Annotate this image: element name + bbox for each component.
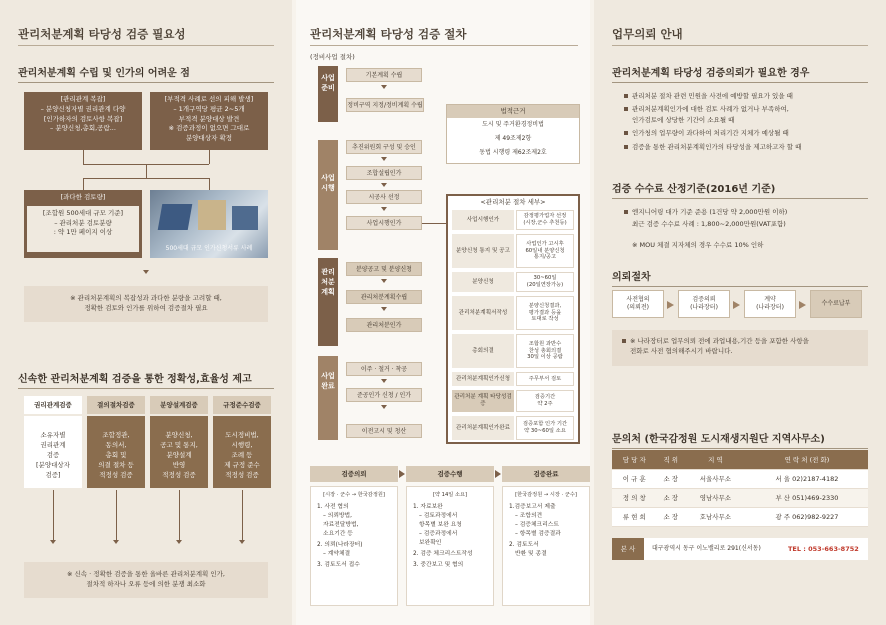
stage-label-prep: 사업준비	[318, 66, 338, 122]
col-header: 지 역	[685, 450, 746, 469]
connector-line	[242, 490, 243, 540]
detail-step: 관리처분 계획 타당성검증	[452, 390, 514, 412]
verification-col-header: 권리관계검증	[24, 396, 82, 414]
verification-col-header: 분양설계검증	[150, 396, 208, 414]
phase-body	[310, 486, 398, 606]
step-arrow	[381, 379, 387, 383]
phase-item: – 검토과정에서	[419, 513, 458, 520]
note-line: ※ 신속 · 정확한 검증을 통한 올바른 관리처분계획 인가,	[67, 570, 225, 578]
phase-item: 1.검증보고서 제출	[509, 504, 556, 511]
note-line: ※ 관리처분계획의 복잡성과 과다한 분량을 고려할 때,	[70, 294, 222, 302]
panel-title: 관리처분계획 타당성 검증 필요성	[18, 27, 186, 41]
box-line: : 약 1만 페이지 이상	[53, 228, 113, 237]
phase-sub: [시장 · 군수 → 한국감정원]	[323, 492, 385, 498]
hq-address: 대구광역시 동구 이노밸리로 291(신서동)	[652, 545, 761, 552]
phase-body	[502, 486, 590, 606]
col-line: 의결 절차 등	[98, 461, 134, 470]
col-line: 반영	[172, 461, 186, 470]
verification-col-body	[213, 416, 271, 488]
verification-col-header: 규정준수검증	[213, 396, 271, 414]
procedure-step: 추진위원회 구성 및 승인	[346, 140, 422, 154]
col-line: 검증	[46, 451, 60, 460]
col-line: 권리관계	[40, 441, 66, 450]
phase-item: 3. 검토도서 접수	[317, 561, 360, 568]
detail-row	[452, 272, 574, 292]
phase-item: – 조합의견	[515, 513, 543, 520]
panel-procedure	[296, 0, 590, 625]
detail-row	[452, 210, 574, 230]
detail-desc: 감정평가업자 선정 (시장,군수 추천등)	[516, 210, 574, 230]
contact-row	[612, 488, 868, 507]
fee-line: 엔지니어링 대가 기준 준용 (1건당 약 2,000만원 이하)	[624, 208, 787, 217]
section-fee-title: 검증 수수료 산정기준(2016년 기준)	[612, 180, 868, 195]
contact-cell: 영남사무소	[685, 488, 746, 507]
procedure-step: 정비구역 지정/정비계획 수립	[346, 98, 424, 112]
verification-col-body	[150, 416, 208, 488]
col-line: 시행령,	[231, 441, 253, 450]
detail-table-header: <관리처분 절차 세부>	[480, 198, 546, 206]
procedure-step: 이주 · 철거 · 착공	[346, 362, 422, 376]
bullet-item: 관리처분계획인가에 대한 검토 사례가 없거나 부족하여,	[624, 105, 789, 114]
phase-item: – 검증체크리스트	[515, 522, 559, 529]
legal-basis-item: 도시 및 주거환경정비법	[482, 121, 544, 128]
panel-necessity	[0, 0, 292, 625]
connector-line	[179, 490, 180, 540]
stage-label-exec: 사업시행	[318, 140, 338, 250]
verification-col-header: 결의절차검증	[87, 396, 145, 414]
procedure-step: 준공인가 신청 / 인가	[346, 388, 422, 402]
col-line: 적정성 검증	[162, 471, 196, 480]
phase-header: 검증수행	[406, 466, 494, 482]
contact-cell: 류 현 희	[612, 507, 657, 526]
legal-basis-box	[446, 104, 580, 164]
phase-item: 1. 사전 협의	[317, 504, 349, 511]
box-line: – 관리처분 검토분량	[54, 218, 112, 227]
col-line: 제 규정 준수	[224, 461, 260, 470]
step-arrow	[381, 157, 387, 161]
step-arrow	[381, 307, 387, 311]
phase-item: 2. 의뢰(나라장터)	[317, 542, 363, 548]
detail-step: 분양신청	[452, 272, 514, 292]
phase-sub: [한국감정원 → 시장 · 군수]	[515, 492, 577, 498]
bullet-item-cont: 인가검토에 상당한 기간이 소요될 때	[632, 116, 735, 124]
note-necessity	[24, 286, 268, 322]
box-header: [과다한 검토량]	[60, 193, 106, 201]
box-line: – 분양신청자별 권리관계 다양	[40, 104, 126, 113]
contact-cell: 광 주 062)982-9227	[746, 507, 868, 526]
phase-item: 항목별 보완 요청	[419, 522, 462, 529]
section-difficulty-title: 관리처분계획 수립 및 인가의 어려운 점	[18, 64, 274, 79]
flow-note-line: ※ 나라장터로 업무의뢰 전에 과업내용,기간 등을 포함한 사항을	[622, 337, 868, 347]
detail-procedure-table	[446, 194, 580, 444]
connector-arrow	[239, 540, 245, 544]
procedure-step: 이전고시 및 청산	[346, 424, 422, 438]
phase-item: 3. 중간보고 및 협의	[413, 561, 464, 568]
detail-desc: 분양신청결과, 평가결과 등을 토대로 작성	[516, 296, 574, 330]
flow-step: 사전협의 (의뢰전)	[612, 290, 664, 318]
detail-row	[452, 416, 574, 440]
detail-desc: 조합원 과반수 찬성 총회의결 30일 이상 공람	[516, 334, 574, 368]
box-line: 부적격 분양대상 발견	[178, 114, 240, 123]
legal-basis-item: 제 49조제2항	[494, 135, 532, 142]
detail-desc: 주무부서 검토	[516, 372, 574, 386]
col-line: [분양대상자	[36, 461, 70, 470]
col-line: 조례 등	[231, 451, 253, 460]
phase-header: 검증의뢰	[310, 466, 398, 482]
contact-cell: 부 산 051)469-2330	[746, 488, 868, 507]
connector-arrow	[50, 540, 56, 544]
phase-header: 검증완료	[502, 466, 590, 482]
col-header: 연 락 처 (전 화)	[746, 450, 868, 469]
detail-row	[452, 296, 574, 330]
panel-title: 관리처분계획 타당성 검증 절차	[310, 27, 467, 41]
detail-row	[452, 390, 574, 412]
procedure-subtitle: (정비사업 절차)	[310, 53, 355, 61]
detail-step: 관리처분계획인가신청	[452, 372, 514, 386]
phase-item: 2. 검토도서	[509, 542, 539, 548]
hq-label: 본 사	[612, 538, 644, 560]
legal-basis-item: 동법 시행령 제62조제2호	[479, 149, 547, 156]
flow-arrow	[667, 301, 674, 309]
box-line: [조합원 500세대 규모 기준]	[42, 208, 124, 217]
note-verification	[24, 562, 268, 598]
contact-header-row	[612, 450, 868, 469]
connector-line	[116, 490, 117, 540]
connector-line	[53, 490, 54, 540]
procedure-step: 기본계획 수립	[346, 68, 422, 82]
contact-row	[612, 469, 868, 488]
detail-step: 총회의결	[452, 334, 514, 368]
contact-table	[612, 450, 868, 527]
phase-item: 소요기간 등	[323, 531, 353, 538]
col-header: 담 당 자	[612, 450, 657, 469]
detail-desc: 사업인가 고시후 60일내 분양신청 통지/공고	[516, 234, 574, 268]
flow-step: 수수료납부	[810, 290, 862, 318]
box-line: – 분양신청,총회,공람...	[50, 124, 116, 133]
note-line: 절차적 하자나 오류 등에 의한 분쟁 최소화	[86, 579, 206, 588]
bullet-item: 인가청의 업무량이 과다하여 처리기간 지체가 예상될 때	[624, 129, 789, 138]
legal-basis-header: 법적근거	[447, 105, 579, 118]
col-line: 도시정비법,	[225, 431, 259, 439]
detail-row	[452, 372, 574, 386]
verification-col-body	[87, 416, 145, 488]
panel-title: 업무의뢰 안내	[612, 27, 683, 41]
detail-desc: 검증포함 인가 기간 약 30~60일 소요	[516, 416, 574, 440]
connector-line	[422, 223, 446, 224]
box-excess-review	[24, 190, 142, 258]
contact-cell: 소 장	[657, 488, 685, 507]
box-header: [부적격 사례로 선의 피해 발생]	[164, 95, 254, 103]
flow-note-line: 전화로 사전 협의해주시기 바랍니다.	[630, 346, 733, 355]
flow-note	[612, 330, 868, 366]
box-line: 분양대상자 확정	[185, 134, 233, 142]
phase-body	[406, 486, 494, 606]
contact-cell: 소 장	[657, 469, 685, 488]
procedure-step: 관리처분인가	[346, 318, 422, 332]
procedure-step: 조합설립인가	[346, 166, 422, 180]
section-when-title: 관리처분계획 타당성 검증의뢰가 필요한 경우	[612, 64, 868, 79]
phase-arrow	[399, 470, 405, 478]
detail-step: 사업시행인가	[452, 210, 514, 230]
detail-desc: 검증기간 약 2주	[516, 390, 574, 412]
bullet-item: 검증을 통한 관리처분계획인가의 타당성을 제고하고자 할 때	[624, 143, 801, 152]
phase-item: 1. 자료보완	[413, 504, 443, 511]
phase-item: 반환 및 종결	[515, 550, 547, 557]
col-line: 검증]	[45, 471, 61, 480]
contact-cell: 이 규 훈	[612, 469, 657, 488]
flow-arrow	[799, 301, 806, 309]
section-contact-title: 문의처 (한국감정원 도시재생지원단 지역사무소)	[612, 430, 868, 445]
contact-cell: 서울사무소	[685, 469, 746, 488]
procedure-step: 사업시행인가	[346, 216, 422, 230]
phase-item: – 검증과정에서	[419, 531, 458, 538]
box-line: – 1개구역당 평균 2~5개	[173, 104, 245, 113]
procedure-step: 관리처분계획수립	[346, 290, 422, 304]
step-arrow	[381, 279, 387, 283]
hq-row	[612, 538, 868, 560]
col-line: 동의서,	[105, 441, 127, 450]
flow-step: 검증의뢰 (나라장터)	[678, 290, 730, 318]
contact-cell: 호남사무소	[685, 507, 746, 526]
phase-item: 보완확인	[419, 540, 442, 546]
step-arrow	[381, 405, 387, 409]
phase-item: – 계약체결	[323, 550, 351, 557]
col-line: 공고 및 통지,	[160, 441, 198, 450]
contact-cell: 정 의 창	[612, 488, 657, 507]
phase-item: – 의뢰방법,	[323, 513, 352, 520]
contact-row	[612, 507, 868, 526]
box-complex-rights	[24, 92, 142, 150]
box-line: ※ 검증과정이 없으면 그대로	[168, 124, 250, 133]
detail-step: 관리처분계획서작성	[452, 296, 514, 330]
panel-request	[594, 0, 886, 625]
contact-cell: 소 장	[657, 507, 685, 526]
col-line: 분양신청,	[165, 431, 193, 439]
verification-col-body	[24, 416, 82, 488]
procedure-step: 시공사 선정	[346, 190, 422, 204]
fee-note: ※ MOU 체결 지자체의 경우 수수료 10% 인하	[632, 241, 764, 249]
detail-row	[452, 234, 574, 268]
section-flow-title: 의뢰절차	[612, 268, 868, 283]
phase-item: – 항목별 검증결과	[515, 531, 561, 538]
phase-item: 2. 검증 체크리스트작성	[413, 550, 473, 557]
box-header: [인가하자의 검토사항 복잡]	[43, 114, 123, 123]
col-line: 분양설계	[166, 451, 192, 460]
step-arrow	[381, 183, 387, 187]
detail-step: 분양신청 통지 및 공고	[452, 234, 514, 268]
step-arrow	[381, 207, 387, 211]
phase-item: 자료전달방법,	[323, 522, 359, 529]
flow-arrow	[733, 301, 740, 309]
hq-phone: TEL : 053-663-8752	[788, 545, 859, 553]
phase-arrow	[495, 470, 501, 478]
step-arrow	[381, 85, 387, 89]
phase-sub: [약 14일 소요]	[433, 492, 467, 498]
col-line: 적정성 검증	[99, 471, 133, 480]
photo-caption: 500세대 규모 인가신청서류 사례	[165, 245, 253, 252]
detail-desc: 30~60일 (20일연장가능)	[516, 272, 574, 292]
stage-label-finish: 사업완료	[318, 356, 338, 440]
note-line: 정확한 검토와 인가를 위하여 검증절차 필요	[84, 303, 208, 312]
procedure-step: 분양공고 및 분양신청	[346, 262, 422, 276]
col-line: 조합정관,	[102, 431, 130, 439]
bullet-item: 관리처분 절차 관련 민원을 사전에 예방할 필요가 있을 때	[624, 92, 793, 101]
contact-cell: 서 울 02)2187-4182	[746, 469, 868, 488]
detail-step: 관리처분계획인가완료	[452, 416, 514, 440]
stage-label-mgmt: 관리처분계획	[318, 258, 338, 346]
connector-arrow	[113, 540, 119, 544]
flow-step: 계약 (나라장터)	[744, 290, 796, 318]
box-header: [관리관계 복잡]	[60, 95, 106, 103]
col-header: 직 위	[657, 450, 685, 469]
fee-line: 최근 검증 수수료 사례 : 1,800~2,000만원(VAT포함)	[632, 220, 786, 228]
detail-row	[452, 334, 574, 368]
document-stack-photo	[150, 190, 268, 258]
section-accuracy-title: 신속한 관리처분계획 검증을 통한 정확성,효율성 제고	[18, 370, 274, 385]
col-line: 소유자별	[40, 431, 66, 439]
connector-arrow	[176, 540, 182, 544]
box-damage-cases	[150, 92, 268, 150]
col-line: 적정성 검증	[225, 471, 259, 480]
col-line: 총회 및	[105, 451, 127, 460]
